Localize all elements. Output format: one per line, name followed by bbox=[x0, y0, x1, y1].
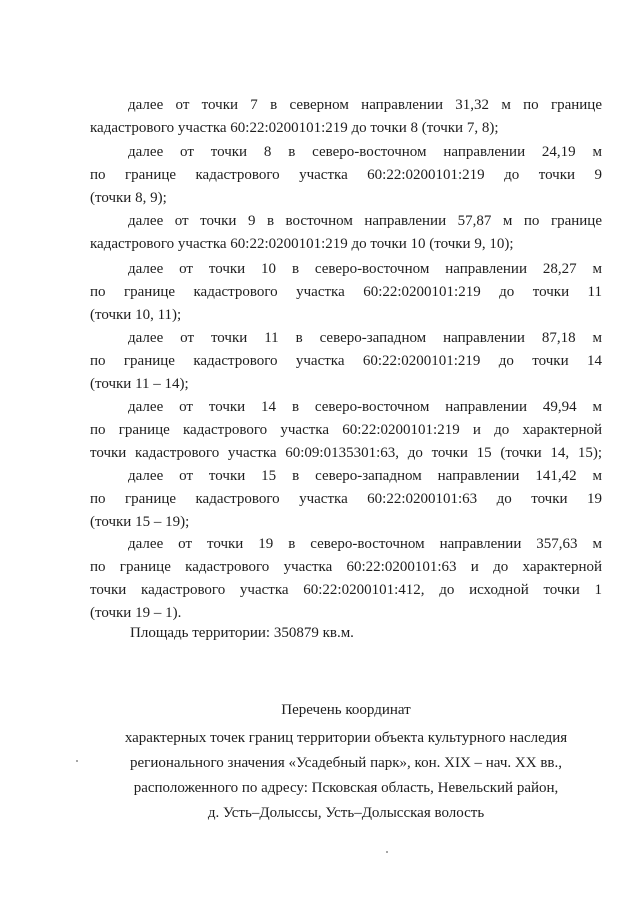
paragraph-line: кадастрового участка 60:22:0200101:219 до точки 8 (точки 7, 8); bbox=[90, 120, 499, 136]
paragraph-line: далее от точки 8 в северо-восточном направлении 24,19 м bbox=[128, 144, 602, 160]
paragraph-line: (точки 11 – 14); bbox=[90, 376, 189, 392]
boundary-paragraph bbox=[90, 141, 602, 210]
paragraph-line: по границе кадастрового участка 60:22:0200101:63 до точки 19 bbox=[90, 491, 602, 507]
paragraph-line: далее от точки 14 в северо-восточном направлении 49,94 м bbox=[128, 399, 602, 415]
territory-area: Площадь территории: 350879 кв.м. bbox=[130, 625, 354, 641]
paragraph-line: далее от точки 11 в северо-западном направлении 87,18 м bbox=[128, 330, 602, 346]
paragraph-line: далее от точки 9 в восточном направлении 57,87 м по границе bbox=[128, 213, 602, 229]
paragraph-line: (точки 10, 11); bbox=[90, 307, 182, 323]
paragraph-line: точки кадастрового участка 60:09:0135301:63, до точки 15 (точки 14, 15); bbox=[90, 445, 602, 461]
paragraph-line: по границе кадастрового участка 60:22:0200101:219 до точки 11 bbox=[90, 284, 602, 300]
paragraph-line: далее от точки 10 в северо-восточном направлении 28,27 м bbox=[128, 261, 602, 277]
heading-line: регионального значения «Усадебный парк», кон. XIX – нач. XX вв., bbox=[130, 755, 562, 771]
paragraph-line: точки кадастрового участка 60:22:0200101:412, до исходной точки 1 bbox=[90, 582, 602, 598]
paragraph-line: далее от точки 19 в северо-восточном направлении 357,63 м bbox=[128, 536, 602, 552]
paragraph-line: по границе кадастрового участка 60:22:0200101:219 до точки 9 bbox=[90, 167, 602, 183]
coordinates-heading bbox=[90, 698, 602, 826]
boundary-paragraph bbox=[90, 94, 602, 140]
boundary-paragraph bbox=[90, 210, 602, 256]
paragraph-line: кадастрового участка 60:22:0200101:219 до точки 10 (точки 9, 10); bbox=[90, 236, 514, 252]
boundary-paragraph bbox=[90, 533, 602, 625]
paragraph-line: (точки 15 – 19); bbox=[90, 514, 190, 530]
heading-title: Перечень координат bbox=[281, 702, 411, 718]
paragraph-line: по границе кадастрового участка 60:22:0200101:219 и до характерной bbox=[90, 422, 602, 438]
heading-line: д. Усть–Долыссы, Усть–Долысская волость bbox=[207, 805, 485, 821]
scan-speck bbox=[386, 851, 388, 853]
paragraph-line: далее от точки 15 в северо-западном направлении 141,42 м bbox=[128, 468, 602, 484]
boundary-paragraph bbox=[90, 396, 602, 465]
boundary-paragraph bbox=[90, 327, 602, 396]
heading-line: расположенного по адресу: Псковская область, Невельский район, bbox=[133, 780, 559, 796]
paragraph-line: далее от точки 7 в северном направлении 31,32 м по границе bbox=[128, 97, 602, 113]
scan-speck bbox=[76, 760, 78, 762]
paragraph-line: по границе кадастрового участка 60:22:0200101:219 до точки 14 bbox=[90, 353, 602, 369]
paragraph-line: (точки 8, 9); bbox=[90, 190, 167, 206]
boundary-paragraph bbox=[90, 258, 602, 327]
paragraph-line: (точки 19 – 1). bbox=[90, 605, 182, 621]
boundary-paragraph bbox=[90, 465, 602, 534]
paragraph-line: по границе кадастрового участка 60:22:0200101:63 и до характерной bbox=[90, 559, 602, 575]
heading-line: характерных точек границ территории объекта культурного наследия bbox=[124, 730, 568, 746]
